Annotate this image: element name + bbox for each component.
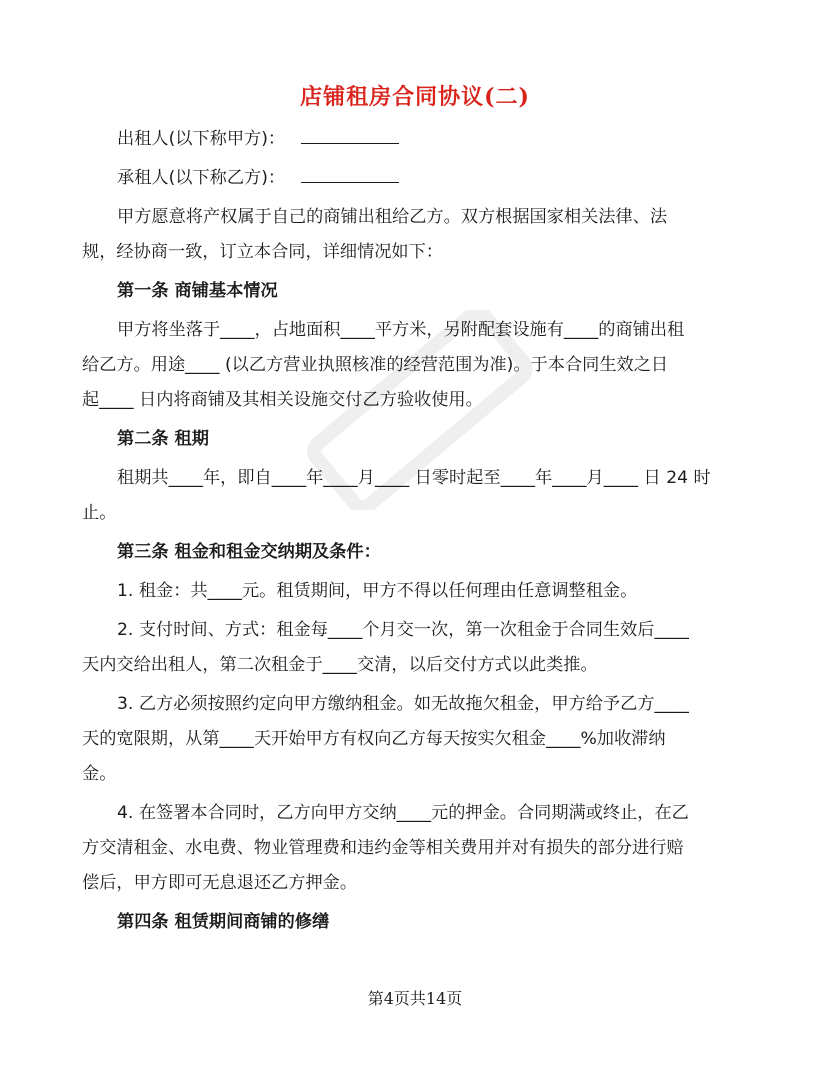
article-2-line-2: 止。	[82, 503, 117, 523]
lessor-blank	[301, 129, 399, 144]
document-body	[82, 122, 750, 940]
article-3-heading: 第三条 租金和租金交纳期及条件：	[117, 542, 381, 562]
article-1-line-3: 起____ 日内将商铺及其相关设施交付乙方验收使用。	[82, 390, 483, 410]
article-3-item-3-line-2: 天的宽限期，从第____天开始甲方有权向乙方每天按实欠租金____%加收滞纳	[82, 729, 666, 749]
party-lessor: 出租人(以下称甲方)：	[82, 122, 750, 157]
lessee-blank	[301, 168, 399, 183]
article-1-line-2: 给乙方。用途____ (以乙方营业执照核准的经营范围为准)。于本合同生效之日	[82, 355, 669, 375]
page-number: 第4页共14页	[367, 989, 463, 1008]
party-lessee: 承租人(以下称乙方)：	[82, 161, 750, 196]
intro-line-1: 甲方愿意将产权属于自己的商铺出租给乙方。双方根据国家相关法律、法	[117, 207, 668, 227]
article-1-heading: 第一条 商铺基本情况	[117, 281, 278, 301]
article-3-item-2-line-2: 天内交给出租人，第二次租金于____交清，以后交付方式以此类推。	[82, 655, 598, 675]
article-3-item-4-line-3: 偿后，甲方即可无息退还乙方押金。	[82, 873, 358, 893]
article-3-item-1: 1. 租金：共____元。租赁期间，甲方不得以任何理由任意调整租金。	[117, 581, 638, 601]
article-3-item-4-line-1: 4. 在签署本合同时，乙方向甲方交纳____元的押金。合同期满或终止，在乙	[117, 803, 689, 823]
article-2-line-1: 租期共____年，即自____年____月____ 日零时起至____年____月____ 日 24 时	[117, 468, 711, 488]
intro-line-2: 规，经协商一致，订立本合同，详细情况如下：	[82, 242, 443, 262]
article-4-heading: 第四条 租赁期间商铺的修缮	[117, 912, 330, 932]
article-2-heading: 第二条 租期	[117, 429, 209, 449]
article-3-item-2-line-1: 2. 支付时间、方式：租金每____个月交一次，第一次租金于合同生效后____	[117, 620, 689, 640]
article-3-item-4-line-2: 方交清租金、水电费、物业管理费和违约金等相关费用并对有损失的部分进行赔	[82, 838, 684, 858]
article-3-item-3-line-3: 金。	[82, 764, 117, 784]
article-3-item-3-line-1: 3. 乙方必须按照约定向甲方缴纳租金。如无故拖欠租金，甲方给予乙方____	[117, 694, 689, 714]
article-1-line-1: 甲方将坐落于____，占地面积____平方米，另附配套设施有____的商铺出租	[117, 320, 685, 340]
document-title: 店铺租房合同协议(二)	[300, 84, 530, 110]
